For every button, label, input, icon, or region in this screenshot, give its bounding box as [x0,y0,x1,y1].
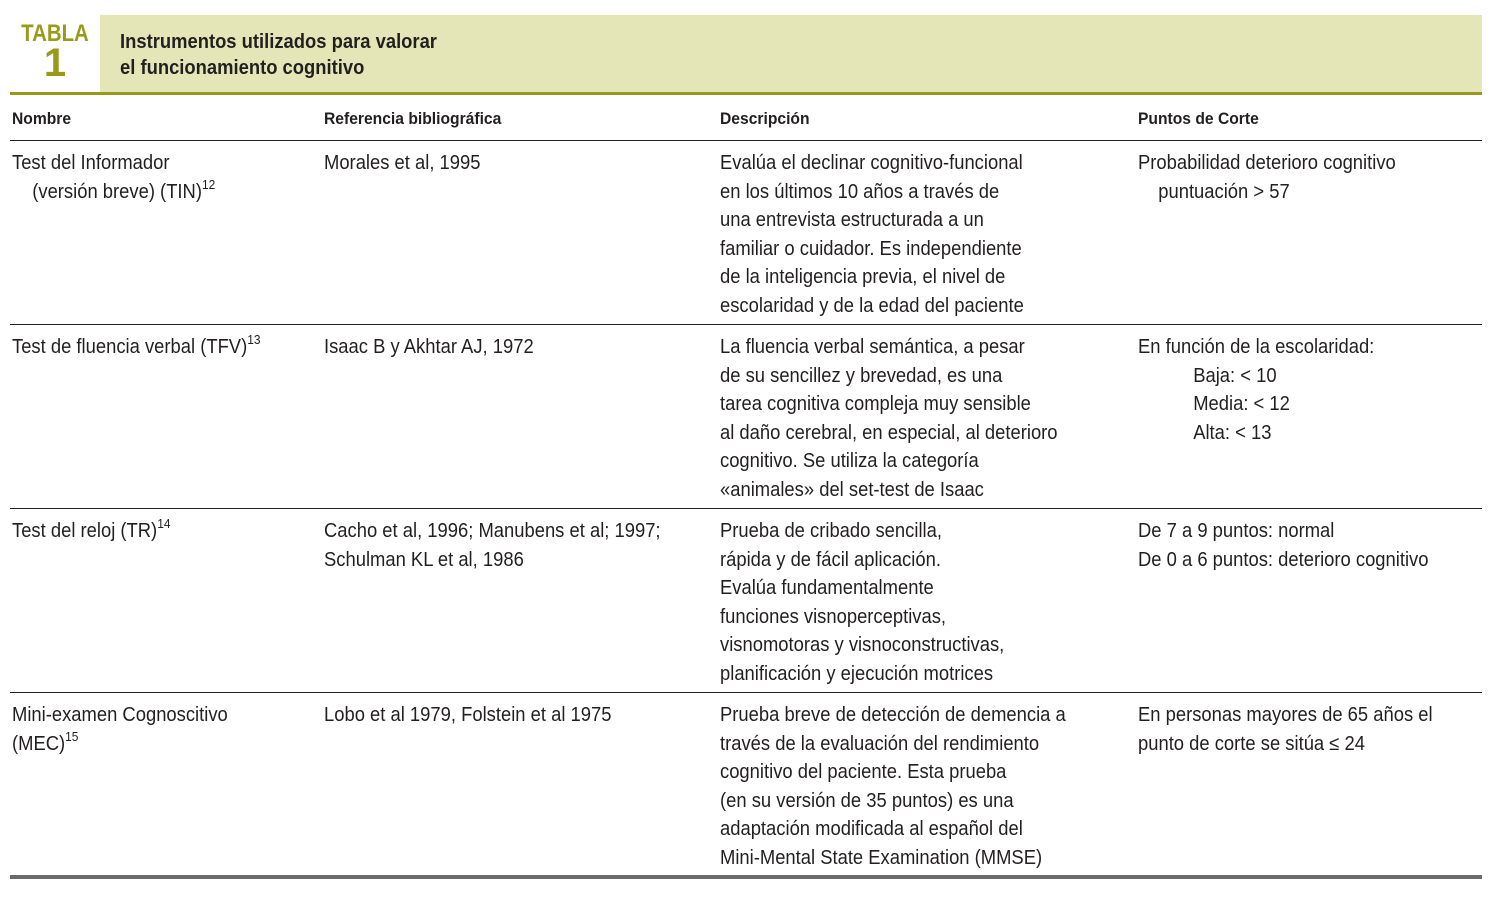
column-header-referencia: Referencia bibliográfica [322,96,718,141]
table-title [120,29,437,81]
tabla-number: 1 [43,41,67,85]
table-row [10,693,1482,877]
cell-nombre: Test del reloj (TR)$^{14}$ [10,509,322,693]
table-title-line-1: Instrumentos utilizados para valorar [120,31,437,53]
cell-referencia: Cacho et al, 1996; Manubens et al; 1997; Schulman KL et al, 1986 [322,509,718,693]
table-row [10,325,1482,509]
cell-referencia: Lobo et al 1979, Folstein et al 1975 [324,704,612,726]
table-header [10,15,1482,94]
cell-nombre: Test del Informador (versión breve) (TIN)$^{12}$ [10,141,322,325]
column-header-row [10,96,1482,141]
cell-nombre: Mini-examen Cognoscitivo (MEC)$^{15}$ [12,704,228,755]
cell-puntos-corte: En personas mayores de 65 años el punto de corte se sitúa ≤ 24 [1138,704,1433,755]
cell-descripcion: Evalúa el declinar cognitivo-funcional en los últimos 10 años a través de una entrevista estructurada a un familiar o cuidador. Es independiente de la inteligencia previa, el nivel de escolaridad y de la edad del paciente [718,141,1136,325]
bottom-rule [10,875,1482,879]
table-number-badge [10,15,100,94]
cell-nombre: Test de fluencia verbal (TFV)$^{13}$ [10,325,322,509]
cell-puntos-corte: De 7 a 9 puntos: normal De 0 a 6 puntos: deterioro cognitivo [1136,509,1482,693]
table-title-bar [100,15,1482,93]
tabla-label: TABLA [21,20,89,47]
cell-puntos-corte: En función de la escolaridad: Baja: < 10 Media: < 12 Alta: < 13 [1136,325,1482,509]
cell-descripcion: Prueba de cribado sencilla, rápida y de fácil aplicación. Evalúa fundamentalmente funciones visnoperceptivas, visnomotoras y visnoconstructivas, planificación y ejecución motrices [718,509,1136,693]
instruments-table [10,96,1482,876]
table-title-line-2: el funcionamiento cognitivo [120,57,365,79]
cell-descripcion: Prueba breve de detección de demencia a través de la evaluación del rendimiento cognitivo del paciente. Esta prueba (en su versión de 35 puntos) es una adaptación modificada al español del Mini-Mental State Examination (MMSE) [720,704,1066,869]
column-header-descripcion: Descripción [718,96,1136,141]
cell-descripcion: La fluencia verbal semántica, a pesar de su sencillez y brevedad, es una tarea cognitiva compleja muy sensible al daño cerebral, en especial, al deterioro cognitivo. Se utiliza la categoría «animales» del set-test de Isaac [718,325,1136,509]
cell-referencia: Isaac B y Akhtar AJ, 1972 [322,325,718,509]
cell-puntos-corte: Probabilidad deterioro cognitivo puntuación > 57 [1136,141,1482,325]
cell-referencia: Morales et al, 1995 [322,141,718,325]
column-header-puntos-corte: Puntos de Corte [1136,96,1482,141]
table-row [10,509,1482,693]
column-header-nombre: Nombre [10,96,322,141]
header-rule [10,92,1482,95]
table-row [10,141,1482,325]
